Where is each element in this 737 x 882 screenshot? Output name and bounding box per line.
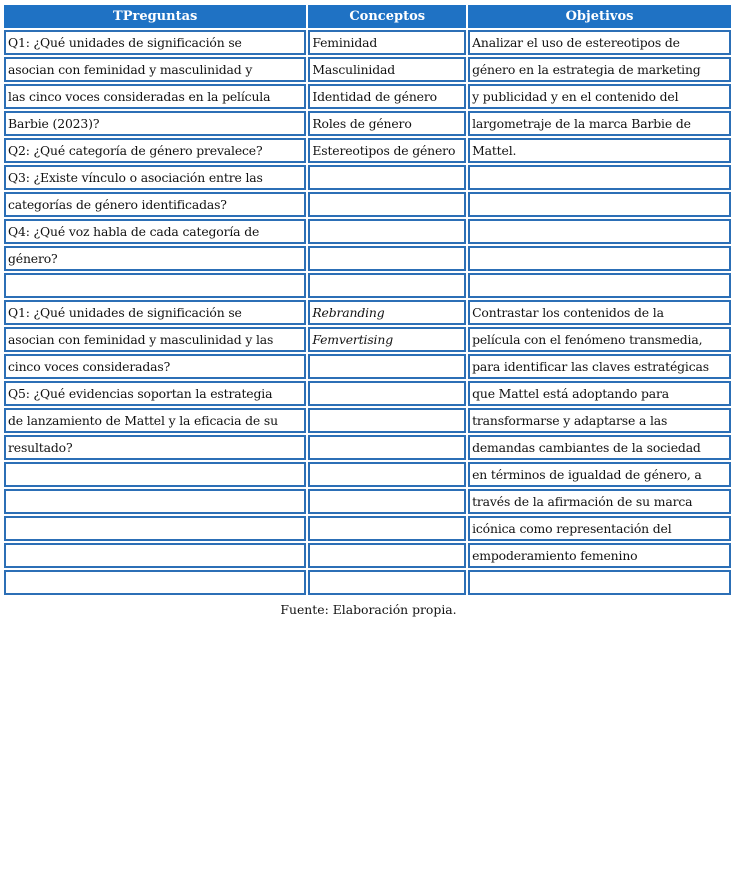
objetivo-cell bbox=[468, 219, 731, 244]
table-row bbox=[4, 489, 731, 514]
pregunta-cell: Q4: ¿Qué voz habla de cada categoría de bbox=[4, 219, 306, 244]
objetivo-cell: Analizar el uso de estereotipos de bbox=[468, 30, 731, 55]
concepto-cell bbox=[308, 489, 466, 514]
pregunta-cell: resultado? bbox=[4, 435, 306, 460]
pregunta-cell bbox=[4, 543, 306, 568]
table-row bbox=[4, 381, 731, 406]
objetivo-cell: demandas cambiantes de la sociedad bbox=[468, 435, 731, 460]
concepto-cell: Masculinidad bbox=[308, 57, 466, 82]
objetivo-cell: película con el fenómeno transmedia, bbox=[468, 327, 731, 352]
concepto-cell bbox=[308, 381, 466, 406]
concepto-cell bbox=[308, 219, 466, 244]
objetivo-cell: Contrastar los contenidos de la bbox=[468, 300, 731, 325]
pregunta-cell bbox=[4, 273, 306, 298]
pregunta-cell: Q1: ¿Qué unidades de significación se bbox=[4, 300, 306, 325]
table-row bbox=[4, 273, 731, 298]
column-header-preguntas: TPreguntas bbox=[4, 5, 306, 28]
pregunta-cell bbox=[4, 570, 306, 595]
table-row bbox=[4, 462, 731, 487]
objetivo-cell: través de la afirmación de su marca bbox=[468, 489, 731, 514]
concepto-cell: Rebranding bbox=[308, 300, 466, 325]
pregunta-cell: las cinco voces consideradas en la película bbox=[4, 84, 306, 109]
pregunta-cell: Q5: ¿Qué evidencias soportan la estrategia bbox=[4, 381, 306, 406]
table-row bbox=[4, 543, 731, 568]
table-row bbox=[4, 300, 731, 325]
concepto-cell bbox=[308, 408, 466, 433]
table-row bbox=[4, 570, 731, 595]
pregunta-cell: de lanzamiento de Mattel y la eficacia de su bbox=[4, 408, 306, 433]
concepto-cell bbox=[308, 246, 466, 271]
table-row bbox=[4, 111, 731, 136]
table-row bbox=[4, 165, 731, 190]
objetivo-cell bbox=[468, 165, 731, 190]
column-header-objetivos: Objetivos bbox=[468, 5, 731, 28]
pregunta-cell: género? bbox=[4, 246, 306, 271]
objetivo-cell: icónica como representación del bbox=[468, 516, 731, 541]
table-row bbox=[4, 435, 731, 460]
objetivo-cell: largometraje de la marca Barbie de bbox=[468, 111, 731, 136]
objetivo-cell: para identificar las claves estratégicas bbox=[468, 354, 731, 379]
table-row bbox=[4, 516, 731, 541]
concepto-cell bbox=[308, 543, 466, 568]
objetivo-cell bbox=[468, 192, 731, 217]
table-row bbox=[4, 138, 731, 163]
table-source-caption: Fuente: Elaboración propia. bbox=[280, 602, 457, 617]
pregunta-cell: asocian con feminidad y masculinidad y las bbox=[4, 327, 306, 352]
table-row bbox=[4, 408, 731, 433]
table-row bbox=[4, 246, 731, 271]
objetivo-cell: que Mattel está adoptando para bbox=[468, 381, 731, 406]
objetivo-cell: transformarse y adaptarse a las bbox=[468, 408, 731, 433]
pregunta-cell: cinco voces consideradas? bbox=[4, 354, 306, 379]
concepto-cell: Roles de género bbox=[308, 111, 466, 136]
concepto-cell bbox=[308, 462, 466, 487]
research-questions-table bbox=[2, 3, 733, 597]
table-row bbox=[4, 84, 731, 109]
pregunta-cell: asocian con feminidad y masculinidad y bbox=[4, 57, 306, 82]
objetivo-cell bbox=[468, 570, 731, 595]
concepto-cell: Identidad de género bbox=[308, 84, 466, 109]
objetivo-cell: género en la estrategia de marketing bbox=[468, 57, 731, 82]
table-header-row bbox=[4, 5, 731, 28]
column-header-conceptos: Conceptos bbox=[308, 5, 466, 28]
concepto-cell bbox=[308, 435, 466, 460]
pregunta-cell: categorías de género identificadas? bbox=[4, 192, 306, 217]
objetivo-cell: en términos de igualdad de género, a bbox=[468, 462, 731, 487]
concepto-cell bbox=[308, 192, 466, 217]
concepto-cell: Estereotipos de género bbox=[308, 138, 466, 163]
pregunta-cell bbox=[4, 516, 306, 541]
table-row bbox=[4, 327, 731, 352]
concepto-cell bbox=[308, 273, 466, 298]
objetivo-cell: Mattel. bbox=[468, 138, 731, 163]
table-row bbox=[4, 30, 731, 55]
table-row bbox=[4, 219, 731, 244]
concepto-cell bbox=[308, 516, 466, 541]
concepto-cell: Feminidad bbox=[308, 30, 466, 55]
pregunta-cell: Q2: ¿Qué categoría de género prevalece? bbox=[4, 138, 306, 163]
document-table-container bbox=[4, 5, 735, 597]
pregunta-cell: Q1: ¿Qué unidades de significación se bbox=[4, 30, 306, 55]
objetivo-cell bbox=[468, 273, 731, 298]
pregunta-cell: Q3: ¿Existe vínculo o asociación entre las bbox=[4, 165, 306, 190]
table-row bbox=[4, 354, 731, 379]
concepto-cell bbox=[308, 354, 466, 379]
concepto-cell: Femvertising bbox=[308, 327, 466, 352]
pregunta-cell bbox=[4, 489, 306, 514]
concepto-cell bbox=[308, 570, 466, 595]
table-row bbox=[4, 192, 731, 217]
objetivo-cell: empoderamiento femenino bbox=[468, 543, 731, 568]
objetivo-cell bbox=[468, 246, 731, 271]
concepto-cell bbox=[308, 165, 466, 190]
pregunta-cell bbox=[4, 462, 306, 487]
objetivo-cell: y publicidad y en el contenido del bbox=[468, 84, 731, 109]
table-row bbox=[4, 57, 731, 82]
pregunta-cell: Barbie (2023)? bbox=[4, 111, 306, 136]
